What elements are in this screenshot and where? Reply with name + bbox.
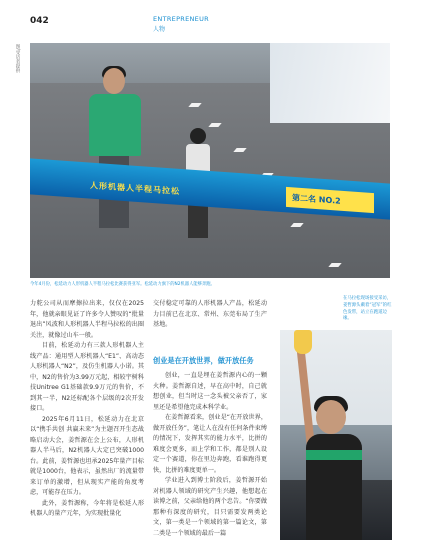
- rank-sign-text: 第二名 NO.2: [292, 193, 341, 206]
- side-credit: 图/受访者提供: [15, 44, 20, 73]
- side-caption: 在马拉松现场接受采访，姜哲源头戴着“冠军”的红色发带，站立在跑道边缘。: [343, 296, 392, 322]
- paragraph: 2025年6月11日，松延动力在北京以“携手共创 共赢未来”为主题召开生态战略启动大会，姜哲源在会上公布，人形机器人半马后，N2机器人大定已突破1000台。此前，姜哲源也坦承2025年量产目标就是1000台，他表示，虽然出厂的流量带来订单的激增，但从现实产能的角度考虑，可能存在压力。: [30, 415, 144, 496]
- hero-caption: 今年4月份，松延动力人形机器人半程马拉松比赛获得亚军。松延动力旗下的N2机器人能够奔跑。: [30, 282, 215, 287]
- paragraph: 创业，一直是埋在姜哲源内心的一颗火种。姜哲源自述，早在高中时，自己就想创业，但当时这一念头被父亲否了，家里还是希望他完成本科学业。: [153, 372, 267, 411]
- section-title-zh: 人物: [153, 26, 166, 33]
- body-column-3: [153, 355, 267, 539]
- paragraph: 学业进入到博士阶段后，姜哲源开始对机器人领域的研究产生兴趣，他想起在读博之前，父亲给他的两个忠告。“你要做那种有深度的研究，目只需要发两类论文，第一类是一个领域的第一篇论文，第二类是一个领域的最后一篇: [153, 477, 267, 537]
- paragraph: 此外，姜哲源称，今年将是松延人形机器人的量产元年，为实现批量化: [30, 499, 144, 517]
- portrait-photo: [280, 330, 392, 540]
- hero-barrier: [270, 43, 390, 123]
- paragraph: 交付稳定可靠的人形机器人产品，松延动力目前已在北京、常州、东莞布局了生产基地。: [153, 300, 267, 328]
- trophy-icon: [294, 330, 312, 354]
- page-number: 042: [30, 16, 49, 26]
- paragraph: 在姜哲源看来，创业是“在开放世界，做开放任务”，笔让人在没有任何条件束缚的情况下，发挥其实的能力水平，比拼的难度会更多，而上学和工作，都是别人设定一个赛道，你在里边奔跑，看谁跑得更快，比拼的难度更单一。: [153, 414, 267, 474]
- body-column-2: [153, 299, 267, 331]
- body-column-1: [30, 299, 144, 520]
- hero-photo: [30, 43, 390, 278]
- section-subhead: 创业是在开放世界，做开放任务: [153, 356, 254, 365]
- section-title-en: ENTREPRENEUR: [153, 15, 209, 23]
- finish-banner-text: 人形机器人半程马拉松: [90, 180, 180, 197]
- paragraph: 目前，松延动力有三款人形机器人主线产品：通用型人形机器人“E1”、高动态人形机器人“N2”，及仿生机器人小诺。其中，N2的售价为3.99万元起，相较宇树科技Unitree G1基础款9.9万元的售价，不到其一半，N2还标配各个层级的2次开发接口。: [30, 342, 144, 412]
- paragraph: 力舵公司从而摩擦拉出来，仅仅在2025年，他就亲眼见证了许多令人赞叹的“批量退出”风波和人形机器人半程马拉松的出圈关注，就像过山车一般。: [30, 300, 144, 339]
